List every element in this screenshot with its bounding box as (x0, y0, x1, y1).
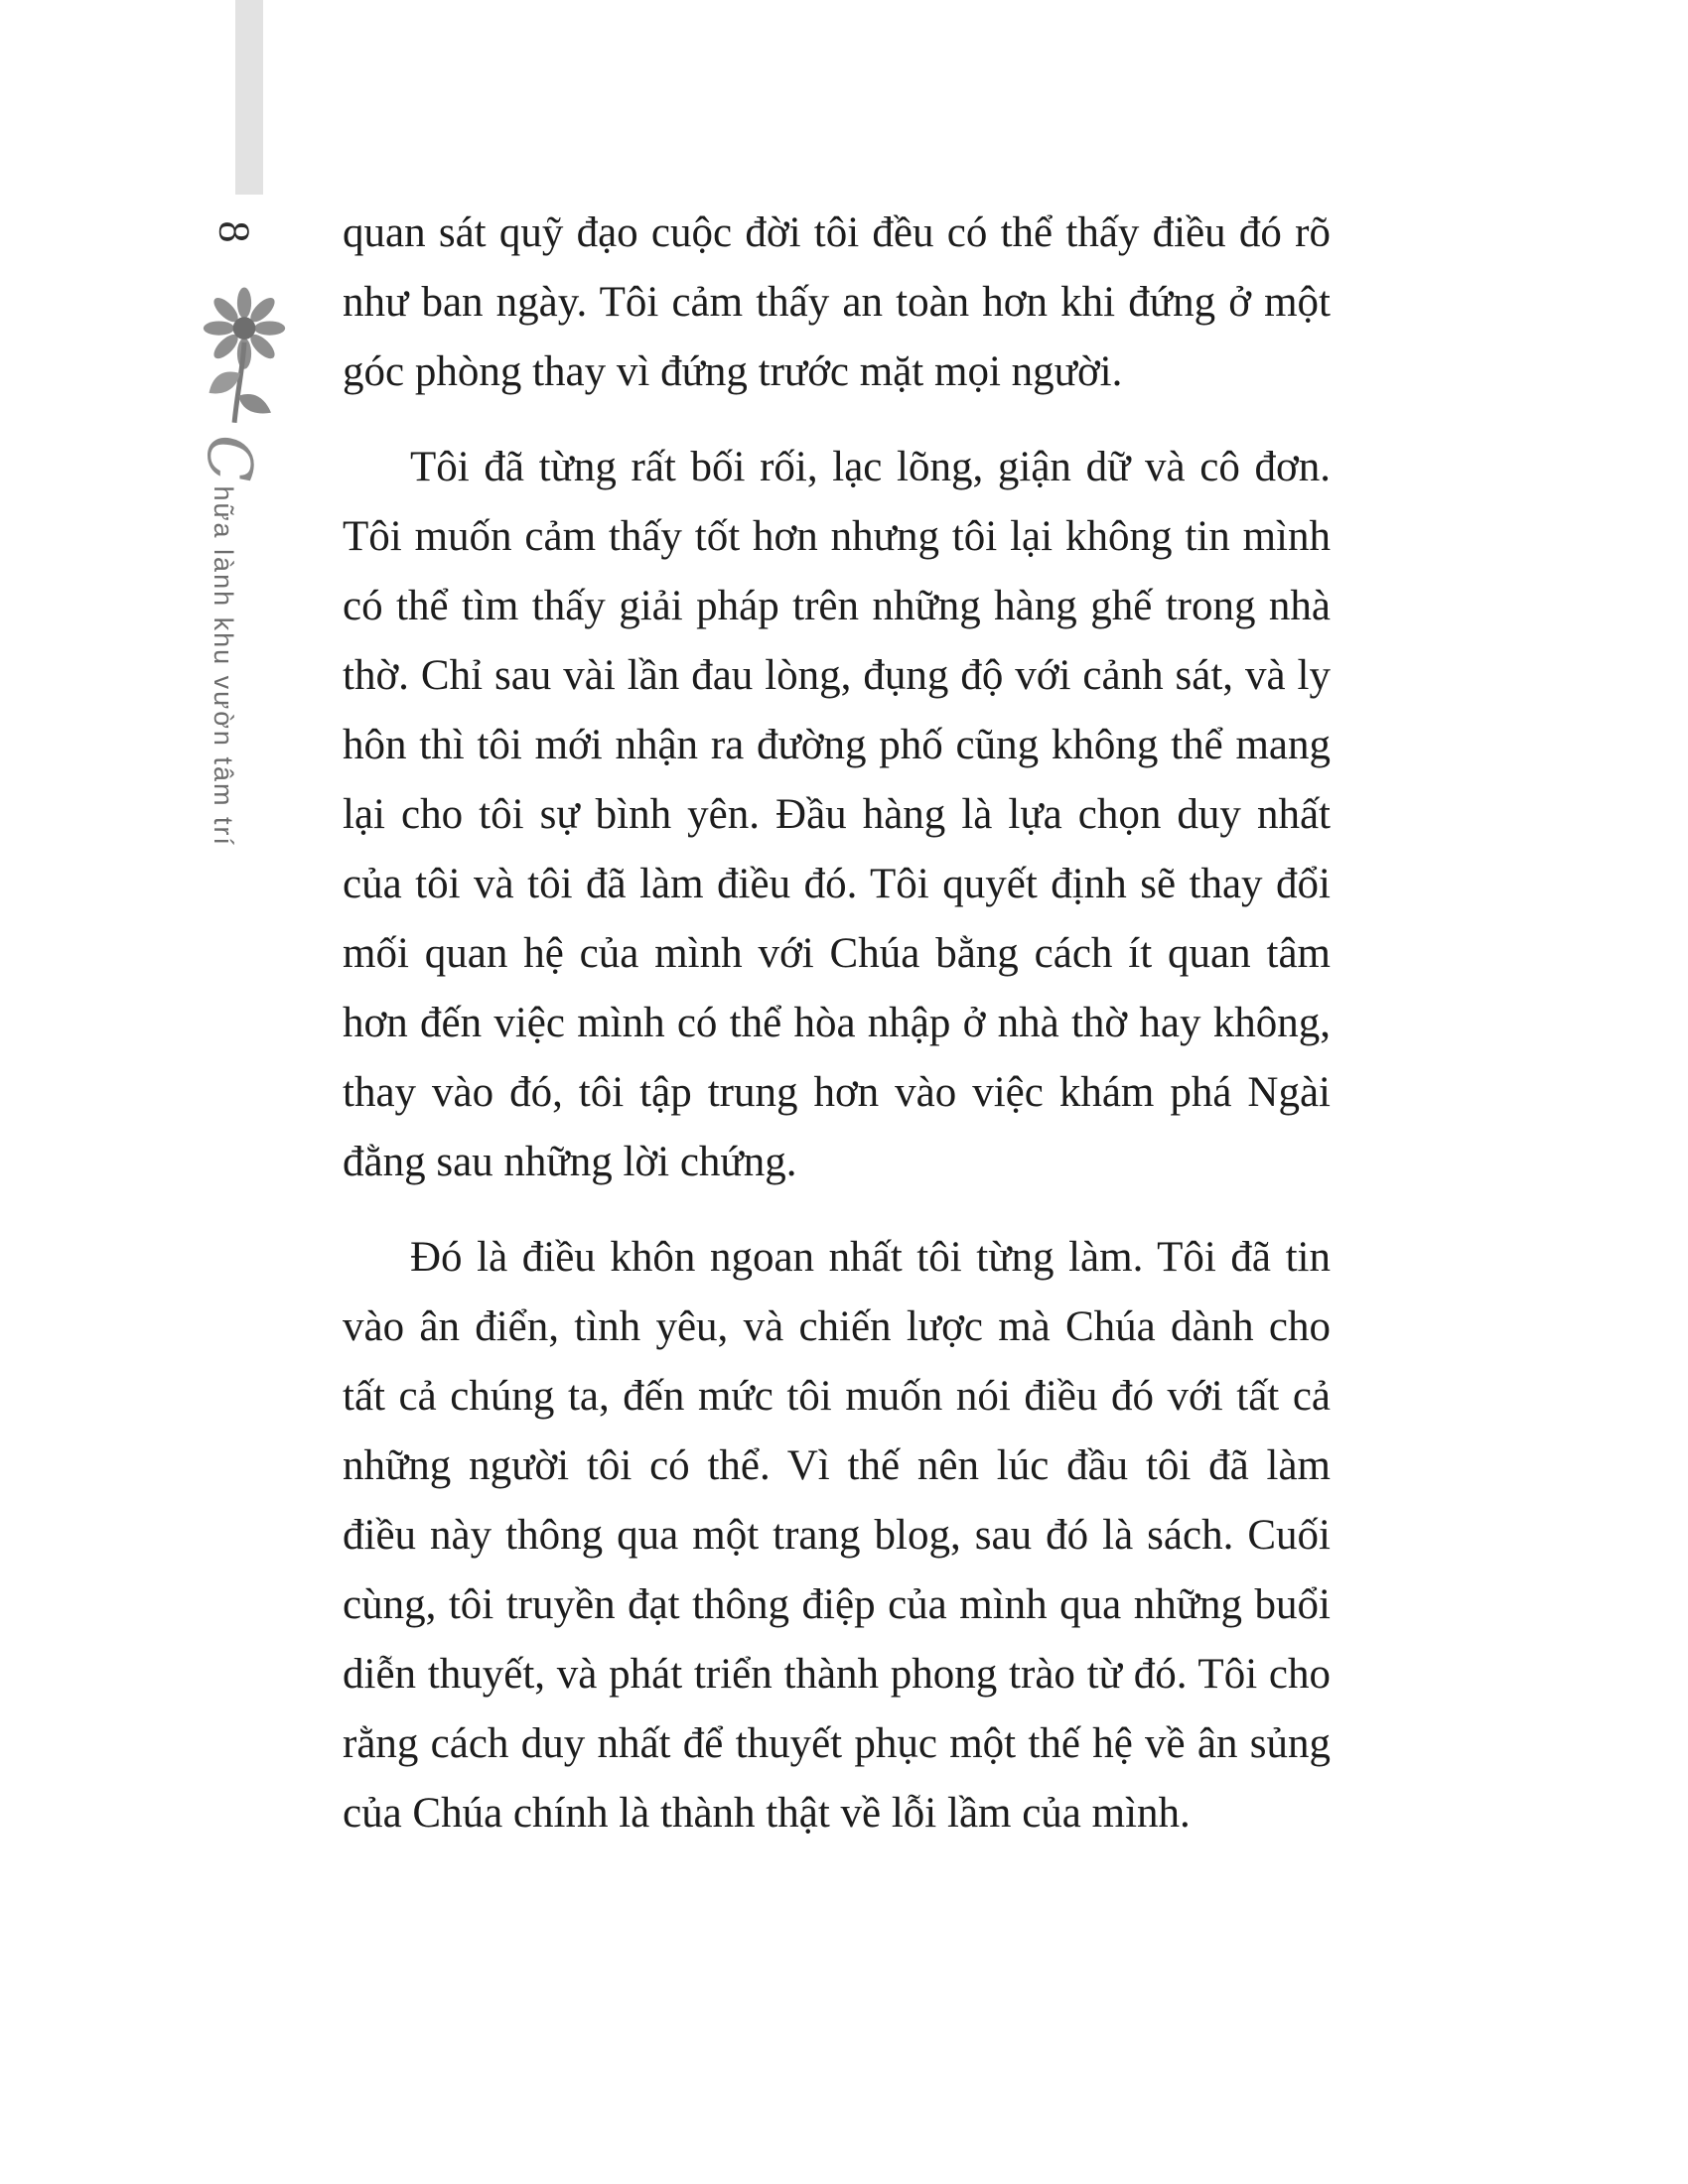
page-text (343, 199, 1331, 1874)
paragraph-2: Tôi đã từng rất bối rối, lạc lõng, giận dữ và cô đơn. Tôi muốn cảm thấy tốt hơn nhưng tôi lại không tin mình có thể tìm thấy giải pháp trên những hàng ghế trong nhà thờ. Chỉ sau vài lần đau lòng, đụng độ với cảnh sát, và ly hôn thì tôi mới nhận ra đường phố cũng không thể mang lại cho tôi sự bình yên. Đầu hàng là lựa chọn duy nhất của tôi và tôi đã làm điều đó. Tôi quyết định sẽ thay đổi mối quan hệ của mình với Chúa bằng cách ít quan tâm hơn đến việc mình có thể hòa nhập ở nhà thờ hay không, thay vào đó, tôi tập trung hơn vào việc khám phá Ngài đằng sau những lời chứng. (343, 444, 1331, 1185)
flower-icon (201, 286, 288, 427)
book-title-initial: C (194, 435, 266, 484)
page-number: 8 (210, 220, 259, 243)
paragraph-1: quan sát quỹ đạo cuộc đời tôi đều có thể thấy điều đó rõ như ban ngày. Tôi cảm thấy an toàn hơn khi đứng ở một góc phòng thay vì đứng trước mặt mọi người. (343, 209, 1331, 395)
paragraph-3: Đó là điều khôn ngoan nhất tôi từng làm. Tôi đã tin vào ân điển, tình yêu, và chiến lược mà Chúa dành cho tất cả chúng ta, đến mức tôi muốn nói điều đó với tất cả những người tôi có thể. Vì thế nên lúc đầu tôi đã làm điều này thông qua một trang blog, sau đó là sách. Cuối cùng, tôi truyền đạt thông điệp của mình qua những buổi diễn thuyết, và phát triển thành phong trào từ đó. Tôi cho rằng cách duy nhất để thuyết phục một thế hệ về ân sủng của Chúa chính là thành thật về lỗi lầm của mình. (343, 1234, 1331, 1837)
book-title-text: hữa lành khu vườn tâm trí (209, 485, 238, 847)
margin-bar (235, 0, 263, 195)
sidebar-book-title (194, 435, 266, 847)
